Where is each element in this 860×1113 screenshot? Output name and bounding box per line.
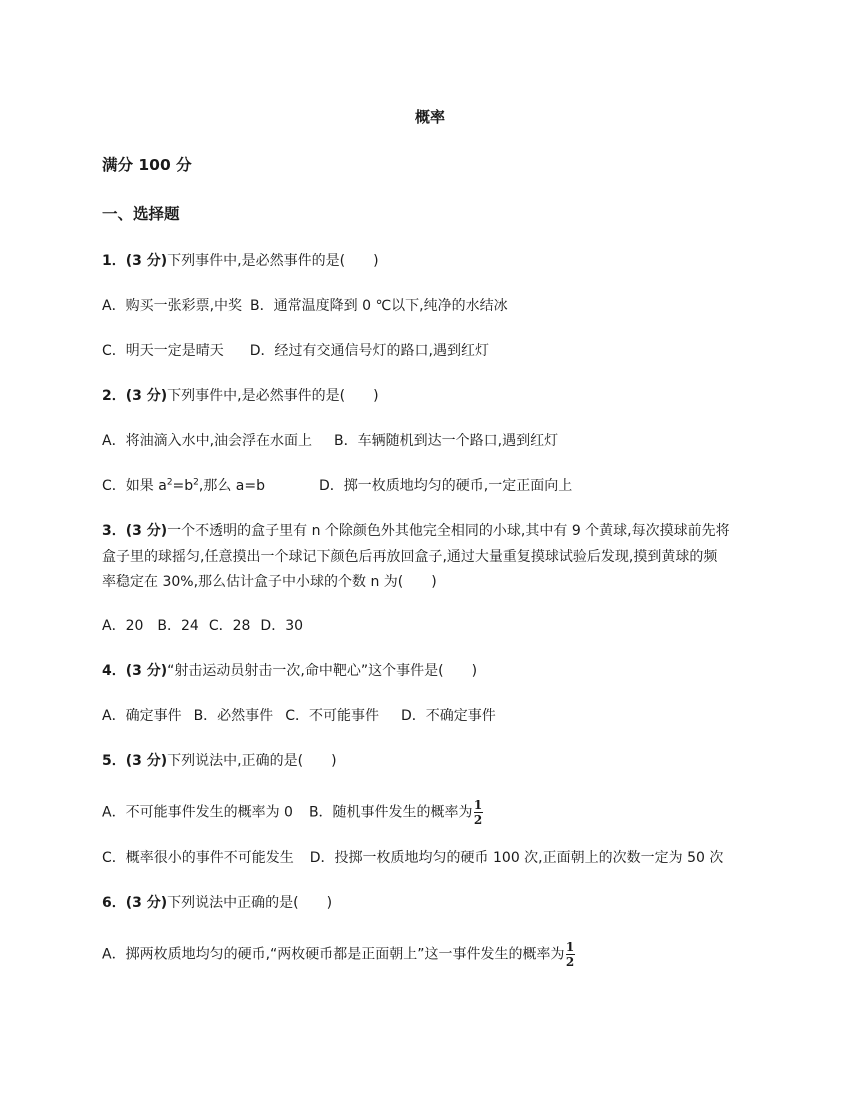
- option-b: B．随机事件发生的概率为: [308, 804, 473, 821]
- option-b: B．必然事件: [193, 708, 274, 724]
- question-stem: 下列说法中正确的是( ): [167, 895, 333, 911]
- section-heading: 一、选择题: [102, 205, 180, 223]
- option-c: C．如果 $a^2=b^2$,那么 a=b: [102, 477, 266, 494]
- q5-options-ab: [102, 799, 483, 826]
- option-d: D．掷一枚质地均匀的硬币,一定正面向上: [319, 478, 573, 494]
- option-a: A．掷两枚质地均匀的硬币,“两枚硬币都是正面朝上”这一事件发生的概率为: [102, 946, 565, 963]
- option-b: B．通常温度降到 0 ℃以下,纯净的水结冰: [250, 298, 508, 314]
- page-title: 概率: [414, 108, 445, 126]
- option-d: D．投掷一枚质地均匀的硬币 100 次,正面朝上的次数一定为 50 次: [309, 850, 724, 866]
- q2-options-ab: [102, 431, 558, 451]
- question-number: 3．(3 分): [102, 523, 168, 539]
- question-stem-line-3: 率稳定在 30%,那么估计盒子中小球的个数 n 为( ): [102, 574, 437, 590]
- q2-options-cd: [102, 476, 572, 496]
- fraction-one-half: $\frac{1}{2}$: [473, 798, 483, 827]
- option-d: D．不确定事件: [400, 708, 496, 724]
- question-number: 4．(3 分): [102, 663, 168, 679]
- question-4: [102, 661, 477, 681]
- option-d: D．经过有交通信号灯的路口,遇到红灯: [249, 343, 490, 359]
- q1-options-ab: [102, 296, 508, 316]
- question-1: [102, 251, 379, 271]
- option-a: A．购买一张彩票,中奖: [102, 298, 243, 314]
- option-b: B．24: [157, 618, 199, 634]
- question-6: [102, 893, 332, 913]
- question-3: [102, 521, 730, 541]
- option-b: B．车辆随机到达一个路口,遇到红灯: [334, 433, 559, 449]
- question-stem: 下列事件中,是必然事件的是( ): [167, 253, 379, 269]
- option-a: A．20: [102, 618, 144, 634]
- option-c: C．明天一定是晴天: [102, 343, 224, 359]
- question-stem: 下列说法中,正确的是( ): [167, 753, 337, 769]
- q1-options-cd: [102, 341, 489, 361]
- q3-options: [102, 616, 303, 636]
- question-2: [102, 386, 379, 406]
- question-number: 1．(3 分): [102, 253, 168, 269]
- q4-options: [102, 706, 496, 726]
- question-5: [102, 751, 337, 771]
- option-c: C．概率很小的事件不可能发生: [102, 850, 294, 866]
- question-stem: “射击运动员射击一次,命中靶心”这个事件是( ): [167, 663, 478, 679]
- question-number: 2．(3 分): [102, 388, 168, 404]
- option-c: C．28: [208, 618, 251, 634]
- full-score: 满分 100 分: [102, 156, 192, 174]
- fraction-one-half: $\frac{1}{2}$: [565, 940, 575, 969]
- option-a: A．将油滴入水中,油会浮在水面上: [102, 433, 313, 449]
- question-number: 5．(3 分): [102, 753, 168, 769]
- q5-options-cd: [102, 848, 723, 868]
- question-stem: 下列事件中,是必然事件的是( ): [167, 388, 379, 404]
- option-a: A．确定事件: [102, 708, 182, 724]
- question-number: 6．(3 分): [102, 895, 168, 911]
- question-stem-line-1: 一个不透明的盒子里有 n 个除颜色外其他完全相同的小球,其中有 9 个黄球,每次摸球前先将: [167, 523, 730, 539]
- q6-option-a: [102, 941, 575, 968]
- option-a: A．不可能事件发生的概率为 0: [102, 804, 293, 821]
- option-c: C．不可能事件: [285, 708, 379, 724]
- option-d: D．30: [260, 618, 304, 634]
- question-stem-line-2: 盒子里的球摇匀,任意摸出一个球记下颜色后再放回盒子,通过大量重复摸球试验后发现,摸到黄球的频: [102, 549, 718, 565]
